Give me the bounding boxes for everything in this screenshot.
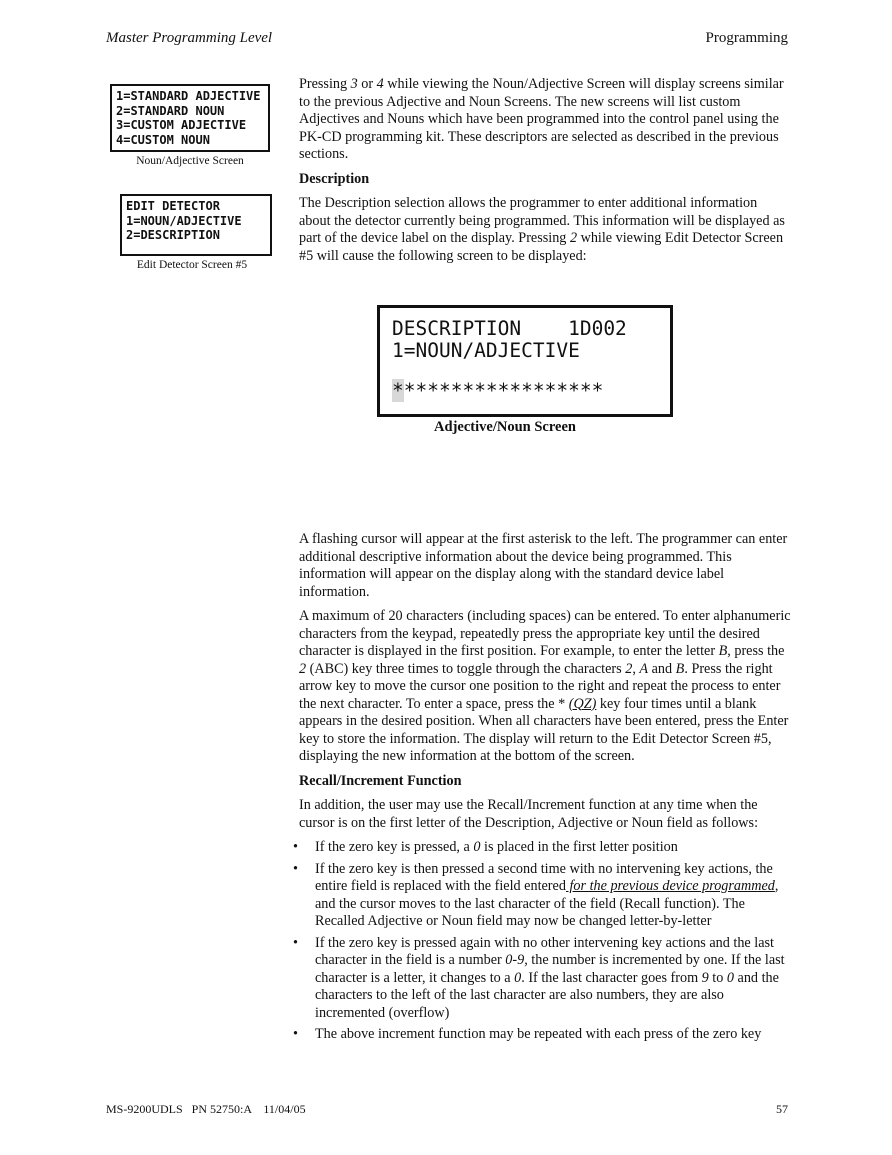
edit-detector-screen <box>120 194 272 256</box>
text-run: If the zero key is then pressed a second time with no intervening key actions, the entire field is replaced with the field entered <box>315 860 773 894</box>
text-run: , the number is incremented by one. If the last character is a letter, it changes to a <box>315 952 785 986</box>
char-ref: 0-9 <box>505 952 525 968</box>
char-ref: 9 <box>701 969 709 986</box>
text-run: If the zero key is pressed again with no other intervening key actions and the last character in the field is a number <box>315 934 774 968</box>
text-run: key four times until a blank appears in the desired position. When all characters have been entered, press the Enter key to store the information. The display will return to the Edit Detector Screen #5, displaying the new information at the bottom of the screen. <box>299 695 789 764</box>
text-run: A maximum of 20 characters (including spaces) can be entered. To enter alphanumeric characters from the keypad, repeatedly press the appropriate key until the desired character is displayed in the first position. For example, to enter the letter <box>299 608 791 659</box>
text-run: If the zero key is pressed, a <box>315 839 474 855</box>
text-run: The Description selection allows the programmer to enter additional information about the detector currently being programmed. This information will be displayed as part of the device label on the display. Pressing <box>299 195 785 246</box>
running-header-section: Programming <box>705 30 788 46</box>
lcd-line: 3=CUSTOM ADJECTIVE <box>116 118 247 132</box>
list-item <box>299 861 791 931</box>
lcd-line: 2=STANDARD NOUN <box>116 103 225 118</box>
noun-adjective-caption: Noun/Adjective Screen <box>136 155 244 167</box>
char-ref: 0 <box>473 839 481 855</box>
text-run: and the characters to the left of the last character are also numbers, they are also incremented (overflow) <box>315 969 779 1021</box>
char-ref: 2 <box>625 660 633 677</box>
list-item <box>299 935 791 1023</box>
lcd-line: 1=NOUN/ADJECTIVE <box>126 213 242 228</box>
lcd-input-line <box>392 380 658 402</box>
paragraph-pressing <box>299 76 791 164</box>
lcd-line: EDIT DETECTOR <box>126 199 220 213</box>
char-ref: 0 <box>726 969 734 986</box>
key-ref: 3 <box>350 76 358 92</box>
text-run: and <box>648 660 676 677</box>
char-ref: B <box>718 643 728 659</box>
text-run: while viewing the Noun/Adjective Screen will display screens similar to the previous Adjective and Noun Screens. The new screens will list custom Adjectives and Nouns which have been programmed into the control panel using the PK-CD programming kit. These descriptors are selected as described in the previous sections. <box>299 76 784 162</box>
footer-doc-id: MS-9200UDLS PN 52750:A 11/04/05 <box>106 1102 306 1116</box>
key-ref: 4 <box>376 76 384 92</box>
text-run: , and the cursor moves to the last character of the field (Recall function). The Recalled Adjective or Noun field may now be changed letter-by-letter <box>315 878 779 929</box>
char-ref: B <box>675 660 685 677</box>
lcd-line: 1=NOUN/ADJECTIVE <box>392 339 580 362</box>
paragraph-recall-intro: In addition, the user may use the Recall/Increment function at any time when the cursor is on the first letter of the Description, Adjective or Noun field as follows: <box>299 797 759 831</box>
text-run: while viewing Edit Detector Screen #5 will cause the following screen to be displayed: <box>299 230 784 264</box>
heading-description: Description <box>299 170 370 187</box>
text-run: . If the last character goes from <box>521 969 702 986</box>
text-run: , <box>632 660 640 677</box>
heading-recall-increment: Recall/Increment Function <box>299 772 462 789</box>
page-number: 57 <box>776 1102 788 1116</box>
list-item <box>299 839 791 857</box>
upper-body <box>299 76 791 272</box>
list-item: • The above increment function may be repeated with each press of the zero key <box>299 1026 791 1044</box>
char-ref: A <box>639 660 649 677</box>
lcd-line: 4=CUSTOM NOUN <box>116 132 210 147</box>
text-run: , press the <box>727 643 785 659</box>
paragraph-max-chars <box>299 608 791 766</box>
text-run: (ABC) key three times to toggle through the characters <box>306 660 626 677</box>
paragraph-description <box>299 195 791 265</box>
lcd-line: DESCRIPTION 1D002 <box>392 317 627 340</box>
asterisk-field: ***************** <box>403 379 604 402</box>
key-ref: (QZ) <box>568 695 597 712</box>
recall-bullet-list <box>299 839 791 1044</box>
flashing-cursor: * <box>392 379 404 402</box>
text-run: . Press the right arrow key to move the cursor one position to the right and repeat the process to enter the next character. To enter a space, press the * <box>299 660 781 712</box>
lcd-line: 2=DESCRIPTION <box>126 228 220 242</box>
key-ref: 2 <box>569 230 578 246</box>
text-run: is placed in the first letter position <box>480 839 678 855</box>
text-run: Pressing <box>299 76 351 92</box>
lower-body <box>299 531 791 1048</box>
char-ref: 0 <box>514 969 522 986</box>
noun-adjective-screen <box>110 84 270 152</box>
text-run: to <box>708 969 727 986</box>
key-ref: 2 <box>299 660 307 677</box>
description-screen <box>377 305 673 417</box>
adjective-noun-caption: Adjective/Noun Screen <box>434 419 576 435</box>
text-run: or <box>357 76 377 92</box>
paragraph-cursor: A flashing cursor will appear at the first asterisk to the left. The programmer can enter additional descriptive information about the device being programmed. This information will appear on the display along with the standard device label information. <box>299 531 788 600</box>
edit-detector-caption: Edit Detector Screen #5 <box>136 259 248 271</box>
lcd-line: 1=STANDARD ADJECTIVE <box>116 89 261 103</box>
running-header-title: Master Programming Level <box>106 30 273 46</box>
emphasis: for the previous device programmed <box>565 878 775 894</box>
